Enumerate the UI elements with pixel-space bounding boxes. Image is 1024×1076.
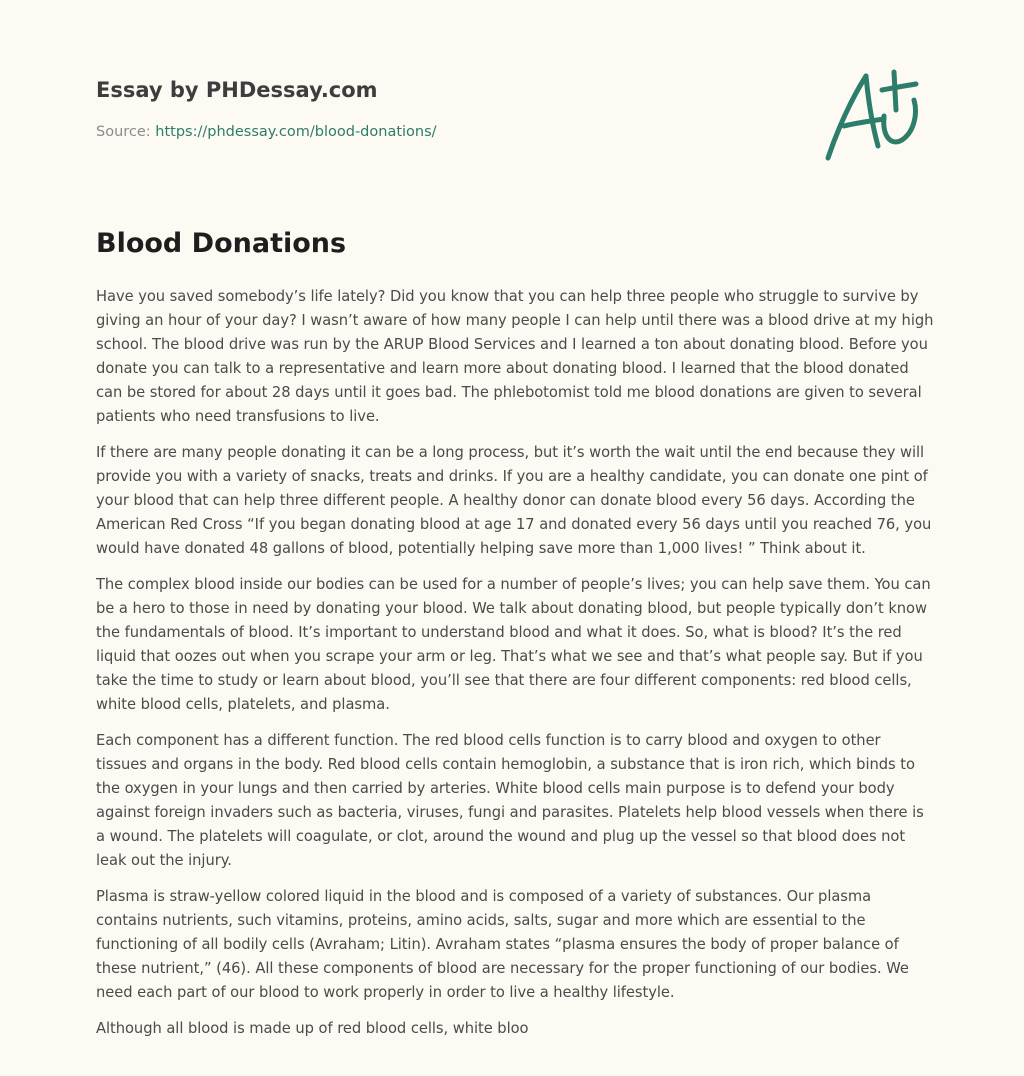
essay-body [96,285,934,1053]
paragraph: Plasma is straw-yellow colored liquid in the blood and is composed of a variety of substances. Our plasma contains nutrients, such vitamins, proteins, amino acids, salts, sugar and more which are essential to the functioning of all bodily cells (Avraham; Litin). Avraham states “plasma ensures the body of proper balance of these nutrient,” (46). All these components of blood are necessary for the proper functioning of our bodies. We need each part of our blood to work properly in order to live a healthy lifestyle. [96,888,909,1001]
page-header [96,76,796,142]
source-link[interactable]: https://phdessay.com/blood-donations/ [155,124,437,140]
paragraph: Although all blood is made up of red blood cells, white bloo [96,1020,529,1037]
source-label: Source: [96,124,151,140]
paragraph: Have you saved somebody’s life lately? Did you know that you can help three people who struggle to survive by giving an hour of your day? I wasn’t aware of how many people I can help until there was a blood drive at my high school. The blood drive was run by the ARUP Blood Services and I learned a ton about donating blood. Before you donate you can talk to a representative and learn more about donating blood. I learned that the blood donated can be stored for about 28 days until it goes bad. The phlebotomist told me blood donations are given to several patients who need transfusions to live. [96,288,934,425]
paragraph: Each component has a different function. The red blood cells function is to carry blood and oxygen to other tissues and organs in the body. Red blood cells contain hemoglobin, a substance that is iron rich, which binds to the oxygen in your lungs and then carried by arteries. White blood cells main purpose is to defend your body against foreign invaders such as bacteria, viruses, fungi and parasites. Platelets help blood vessels when there is a wound. The platelets will coagulate, or clot, around the wound and plug up the vessel so that blood does not leak out the injury. [96,732,924,869]
essay-title: Blood Donations [96,228,347,259]
site-title: Essay by PHDessay.com [96,78,378,102]
paragraph: If there are many people donating it can be a long process, but it’s worth the wait until the end because they will provide you with a variety of snacks, treats and drinks. If you are a healthy candidate, you can donate one pint of your blood that can help three different people. A healthy donor can donate blood every 56 days. According the American Red Cross “If you began donating blood at age 17 and donated every 56 days until you reached 76, you would have donated 48 gallons of blood, potentially helping save more than 1,000 lives! ” Think about it. [96,444,932,557]
paragraph: The complex blood inside our bodies can be used for a number of people’s lives; you can help save them. You can be a hero to those in need by donating your blood. We talk about donating blood, but people typically don’t know the fundamentals of blood. It’s important to understand blood and what it does. So, what is blood? It’s the red liquid that oozes out when you scrape your arm or leg. That’s what we see and that’s what people say. But if you take the time to study or learn about blood, you’ll see that there are four different components: red blood cells, white blood cells, platelets, and plasma. [96,576,931,713]
source-line [96,122,796,142]
a-plus-grade-icon [818,66,928,166]
